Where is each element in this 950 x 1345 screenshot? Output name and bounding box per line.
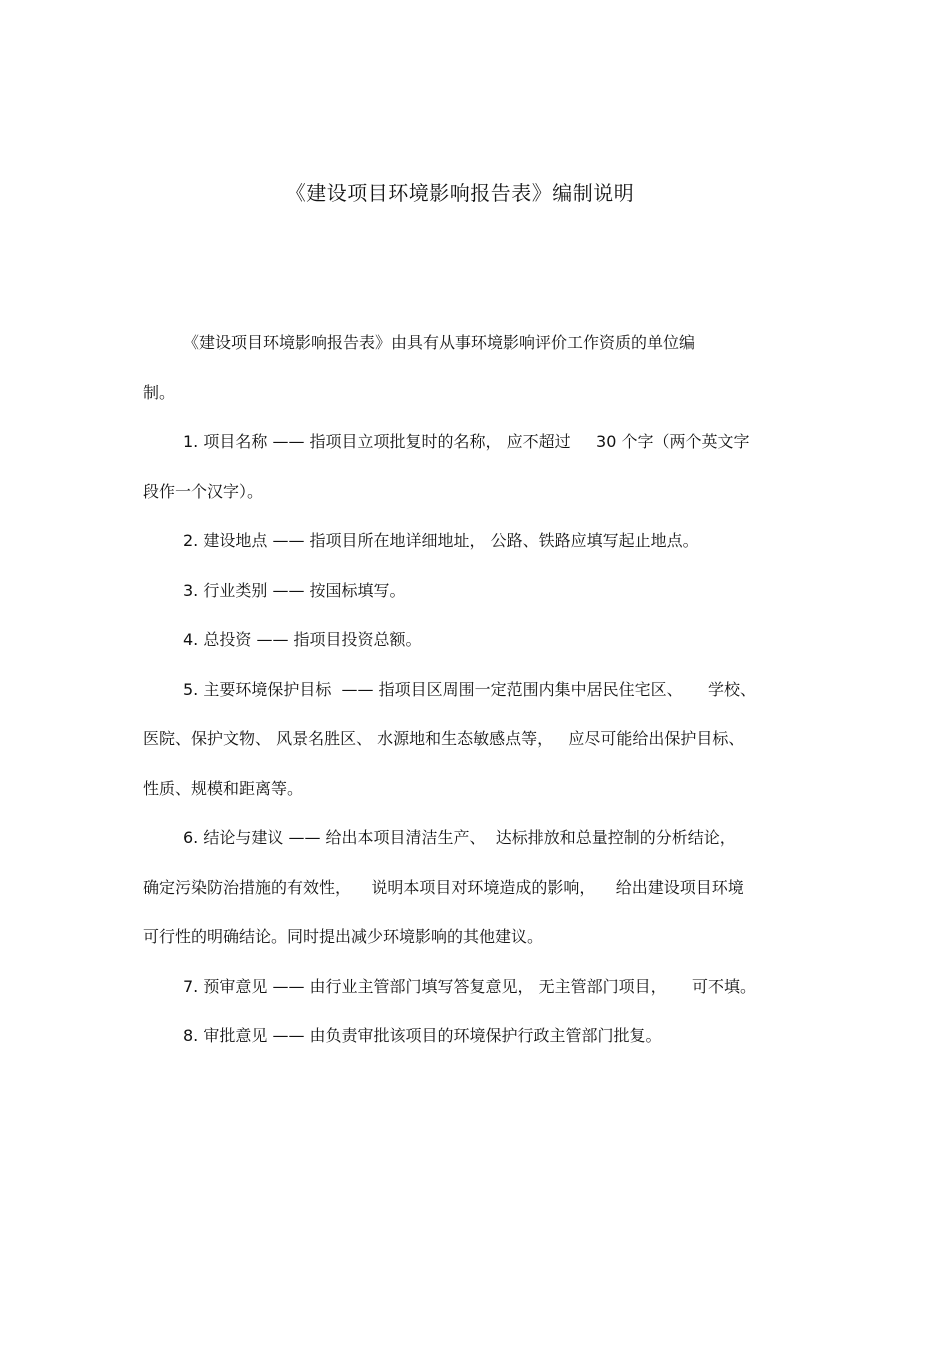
intro-paragraph [143, 318, 808, 417]
intro-line: 《建设项目环境影响报告表》由具有从事环境影响评价工作资质的单位编 [183, 333, 696, 352]
item-line: 4. 总投资 —— 指项目投资总额。 [183, 630, 422, 649]
item-1 [143, 417, 808, 516]
document-body [143, 318, 808, 1061]
item-line: 5. 主要环境保护目标 —— 指项目区周围一定范围内集中居民住宅区、 学校、 [183, 679, 757, 699]
item-line: 1. 项目名称 —— 指项目立项批复时的名称， 应不超过 30 个字（两个英文字 [183, 432, 750, 451]
document-title: 《建设项目环境影响报告表》编制说明 [285, 181, 635, 205]
item-3 [143, 566, 808, 616]
item-5 [143, 665, 808, 814]
item-line: 8. 审批意见 —— 由负责审批该项目的环境保护行政主管部门批复。 [183, 1026, 662, 1045]
item-6 [143, 813, 808, 962]
item-line: 性质、规模和距离等。 [143, 778, 304, 798]
item-line: 可行性的明确结论。同时提出减少环境影响的其他建议。 [143, 927, 544, 946]
item-8 [143, 1011, 808, 1061]
intro-line: 制。 [143, 382, 176, 402]
item-7 [143, 962, 808, 1012]
item-4 [143, 615, 808, 665]
item-line: 确定污染防治措施的有效性， 说明本项目对环境造成的影响， 给出建设项目环境 [143, 877, 744, 897]
item-line: 6. 结论与建议 —— 给出本项目清洁生产、 达标排放和总量控制的分析结论， [183, 828, 736, 847]
item-line: 段作一个汉字）。 [143, 481, 264, 501]
item-2 [143, 516, 808, 566]
item-line: 3. 行业类别 —— 按国标填写。 [183, 580, 406, 600]
item-line: 2. 建设地点 —— 指项目所在地详细地址， 公路、铁路应填写起止地点。 [183, 531, 699, 550]
item-line: 7. 预审意见 —— 由行业主管部门填写答复意见， 无主管部门项目， 可不填。 [183, 976, 757, 996]
item-line: 医院、保护文物、 风景名胜区、 水源地和生态敏感点等， 应尽可能给出保护目标、 [143, 729, 745, 748]
